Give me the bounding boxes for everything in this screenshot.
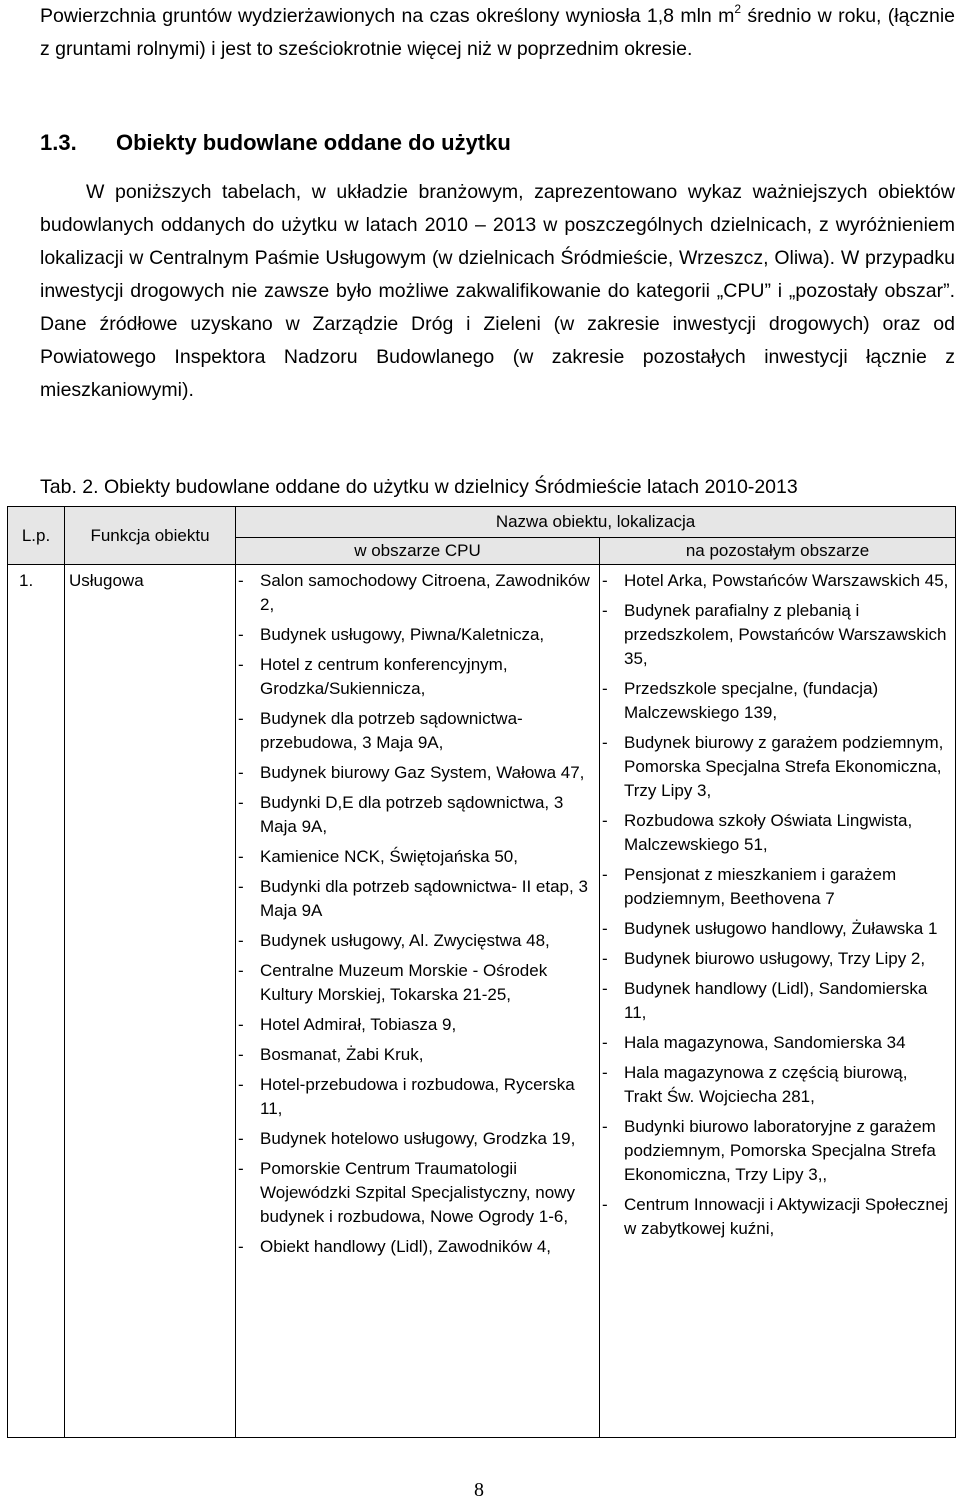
list-item: - Pomorskie Centrum Traumatologii Wojewódzki Szpital Specjalistyczny, nowy budynek i rozbudowa, Nowe Ogrody 1-6, bbox=[260, 1157, 593, 1229]
other-object-list bbox=[600, 565, 955, 1241]
section-number: 1.3. bbox=[40, 130, 77, 155]
header-object-name: Nazwa obiektu, lokalizacja bbox=[236, 507, 956, 538]
list-item: - Budynek hotelowo usługowy, Grodzka 19, bbox=[260, 1127, 593, 1151]
list-item: - Budynek handlowy (Lidl), Sandomierska 11, bbox=[624, 977, 949, 1025]
intro-text-continued: średnio w roku, (łącznie z gruntami rolnymi) i jest to sześciokrotnie więcej niż w poprzednim okresie. bbox=[40, 5, 955, 60]
list-item: - Salon samochodowy Citroena, Zawodników 2, bbox=[260, 569, 593, 617]
cpu-object-list bbox=[236, 565, 599, 1259]
body-paragraph bbox=[40, 176, 955, 407]
page-number: 8 bbox=[474, 1479, 484, 1501]
cell-function: Usługowa bbox=[65, 565, 236, 1438]
list-item: - Pensjonat z mieszkaniem i garażem podziemnym, Beethovena 7 bbox=[624, 863, 949, 911]
list-item: - Budynek usługowo handlowy, Żuławska 1 bbox=[624, 917, 949, 941]
table-header-row bbox=[8, 507, 956, 538]
list-item: - Budynek dla potrzeb sądownictwa-przebudowa, 3 Maja 9A, bbox=[260, 707, 593, 755]
section-title: Obiekty budowlane oddane do użytku bbox=[116, 130, 511, 155]
list-item: - Hotel Admirał, Tobiasza 9, bbox=[260, 1013, 593, 1037]
list-item: - Rozbudowa szkoły Oświata Lingwista, Malczewskiego 51, bbox=[624, 809, 949, 857]
header-cpu: w obszarze CPU bbox=[236, 538, 600, 565]
list-item: - Centralne Muzeum Morskie - Ośrodek Kultury Morskiej, Tokarska 21-25, bbox=[260, 959, 593, 1007]
list-item: - Budynek biurowy Gaz System, Wałowa 47, bbox=[260, 761, 593, 785]
list-item: - Centrum Innowacji i Aktywizacji Społecznej w zabytkowej kuźni, bbox=[624, 1193, 949, 1241]
list-item: - Budynek parafialny z plebanią i przedszkolem, Powstańców Warszawskich 35, bbox=[624, 599, 949, 671]
list-item: - Budynki D,E dla potrzeb sądownictwa, 3 Maja 9A, bbox=[260, 791, 593, 839]
cell-lp: 1. bbox=[8, 565, 65, 1438]
table-row bbox=[8, 565, 956, 1438]
list-item: - Przedszkole specjalne, (fundacja) Malczewskiego 139, bbox=[624, 677, 949, 725]
list-item: - Kamienice NCK, Świętojańska 50, bbox=[260, 845, 593, 869]
list-item: - Hotel z centrum konferencyjnym, Grodzka/Sukiennicza, bbox=[260, 653, 593, 701]
objects-table bbox=[7, 506, 956, 1438]
list-item: - Bosmanat, Żabi Kruk, bbox=[260, 1043, 593, 1067]
list-item: - Hala magazynowa z częścią biurową, Trakt Św. Wojciecha 281, bbox=[624, 1061, 949, 1109]
list-item: - Hala magazynowa, Sandomierska 34 bbox=[624, 1031, 949, 1055]
cell-cpu-objects bbox=[236, 565, 600, 1438]
list-item: - Hotel Arka, Powstańców Warszawskich 45, bbox=[624, 569, 949, 593]
header-lp: L.p. bbox=[8, 507, 65, 565]
table-caption: Tab. 2. Obiekty budowlane oddane do użytku w dzielnicy Śródmieście latach 2010-2013 bbox=[40, 476, 798, 498]
header-function: Funkcja obiektu bbox=[65, 507, 236, 565]
list-item: - Budynek usługowy, Piwna/Kaletnicza, bbox=[260, 623, 593, 647]
header-other-area: na pozostałym obszarze bbox=[600, 538, 956, 565]
list-item: - Budynek usługowy, Al. Zwycięstwa 48, bbox=[260, 929, 593, 953]
intro-paragraph bbox=[40, 0, 955, 66]
list-item: - Hotel-przebudowa i rozbudowa, Rycerska 11, bbox=[260, 1073, 593, 1121]
cell-other-objects bbox=[600, 565, 956, 1438]
list-item: - Obiekt handlowy (Lidl), Zawodników 4, bbox=[260, 1235, 593, 1259]
list-item: - Budynek biurowo usługowy, Trzy Lipy 2, bbox=[624, 947, 949, 971]
table-body bbox=[8, 565, 956, 1438]
body-text: W poniższych tabelach, w układzie branżowym, zaprezentowano wykaz ważniejszych obiektów budowlanych oddanych do użytku w latach 2010 – 2013 w poszczególnych dzielnicach, z wyróżnieniem lokalizacji w Centralnym Paśmie Usługowym (w dzielnicach Śródmieście, Wrzeszcz, Oliwa). W przypadku inwestycji drogowych nie zawsze było możliwe zakwalifikowanie do kategorii „CPU” i „pozostały obszar”. Dane źródłowe uzyskano w Zarządzie Dróg i Zieleni (w zakresie inwestycji drogowych) oraz od Powiatowego Inspektora Nadzoru Budowlanego (w zakresie pozostałych inwestycji łącznie z mieszkaniowymi). bbox=[40, 181, 955, 401]
list-item: - Budynek biurowy z garażem podziemnym, Pomorska Specjalna Strefa Ekonomiczna, Trzy Lipy 3, bbox=[624, 731, 949, 803]
list-item: - Budynki biurowo laboratoryjne z garażem podziemnym, Pomorska Specjalna Strefa Ekonomiczna, Trzy Lipy 3,, bbox=[624, 1115, 949, 1187]
intro-text: Powierzchnia gruntów wydzierżawionych na czas określony wyniosła 1,8 mln m bbox=[40, 5, 735, 27]
section-heading bbox=[40, 127, 511, 159]
intro-superscript: 2 bbox=[734, 2, 742, 16]
list-item: - Budynki dla potrzeb sądownictwa- II etap, 3 Maja 9A bbox=[260, 875, 593, 923]
